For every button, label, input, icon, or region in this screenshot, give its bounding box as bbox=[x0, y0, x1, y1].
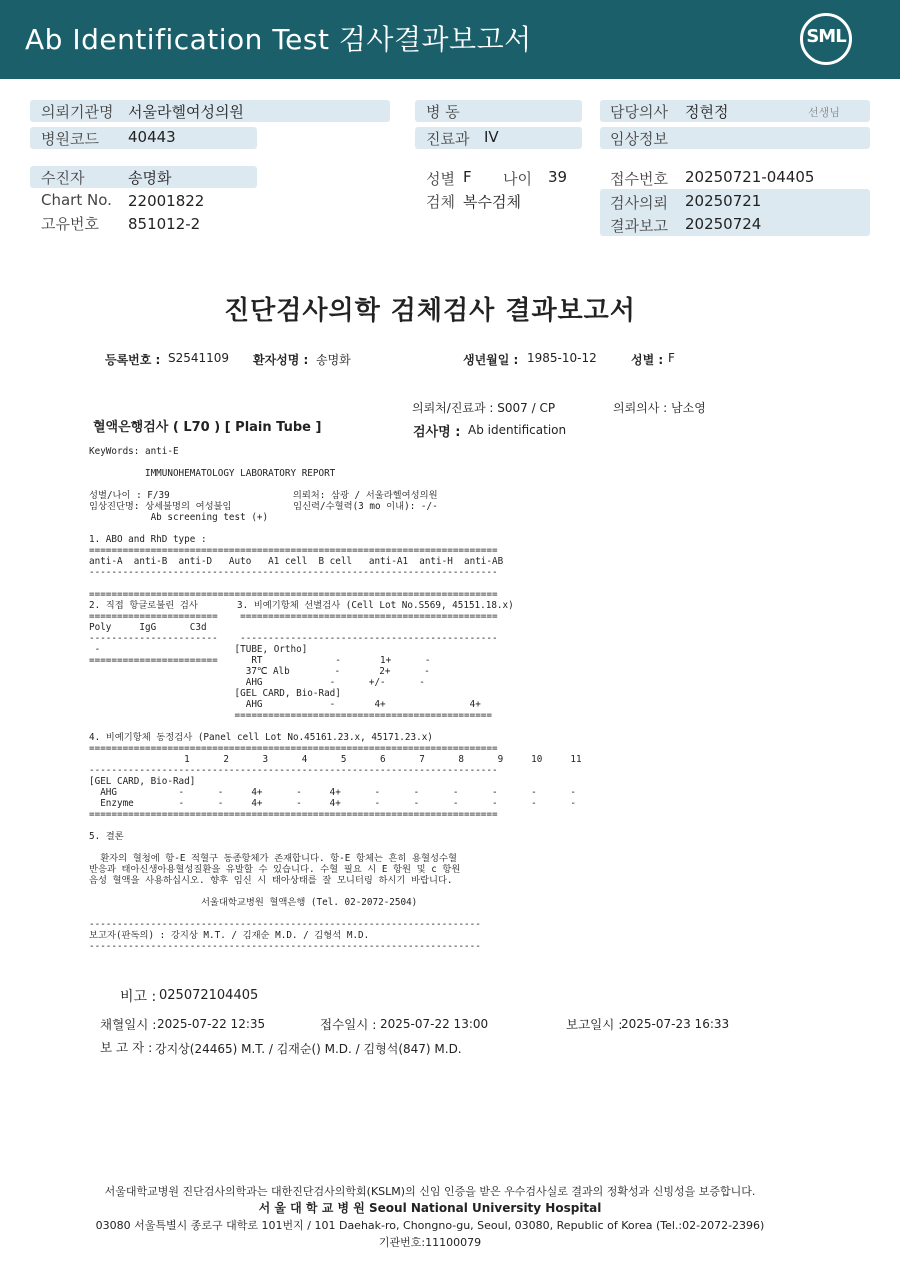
req-inst-value: 서울라헬여성의원 bbox=[128, 103, 244, 121]
reporter-value: 강지상(24465) M.T. / 김재순() M.D. / 김형석(847) M.D. bbox=[155, 1042, 462, 1056]
name-label: 환자성명 : bbox=[253, 353, 309, 367]
report-line: ========================================================================= bbox=[89, 743, 498, 754]
report-line: 4. 비예기항체 동정검사 (Panel cell Lot No.45161.23.x, 45171.23.x) bbox=[89, 732, 433, 743]
reporter-label: 보 고 자 : bbox=[100, 1040, 153, 1055]
reported-label: 보고일시 : bbox=[566, 1017, 623, 1032]
footer-inst-no: 기관번호:11100079 bbox=[378, 1236, 482, 1249]
collect-label: 채혈일시 : bbox=[100, 1017, 157, 1032]
sex-value-2: F bbox=[668, 351, 675, 365]
report-line: AHG - 4+ 4+ bbox=[89, 699, 481, 710]
report-value: 20250724 bbox=[685, 215, 762, 233]
specimen-value: 복수검체 bbox=[463, 193, 521, 211]
req-dept: 의뢰처/진료과 : S007 / CP bbox=[412, 401, 556, 415]
report-line: - [TUBE, Ortho] bbox=[89, 644, 308, 655]
reg-value: S2541109 bbox=[168, 351, 230, 365]
footer-address: 03080 서울특별시 종로구 대학로 101번지 / 101 Daehak-ro, Chongno-gu, Seoul, 03080, Republic of Korea (Tel.:02-2072-2396) bbox=[95, 1219, 765, 1232]
report-title: 진단검사의학 검체검사 결과보고서 bbox=[224, 296, 636, 326]
patient-value: 송명화 bbox=[128, 169, 172, 187]
report-line: ============================================== bbox=[89, 710, 492, 721]
report-line: [GEL CARD, Bio-Rad] bbox=[89, 688, 341, 699]
uid-label: 고유번호 bbox=[41, 215, 99, 233]
report-line: 37℃ Alb - 2+ - bbox=[89, 666, 430, 677]
keywords: KeyWords: anti-E bbox=[89, 446, 179, 457]
report-line: ----------------------- ---------------------------------------------- bbox=[89, 633, 498, 644]
sml-logo bbox=[800, 13, 852, 65]
report-line: Ab screening test (+) bbox=[89, 512, 269, 523]
dob-label: 생년월일 : bbox=[463, 353, 519, 367]
name-value: 송명화 bbox=[316, 353, 351, 367]
ward-label: 병 동 bbox=[426, 103, 460, 121]
report-line: 환자의 혈청에 항-E 적혈구 동종항체가 존재합니다. 항-E 항체는 흔히 용혈성수혈 bbox=[89, 853, 457, 864]
doctor-label: 담당의사 bbox=[610, 103, 668, 121]
note-label: 비고 : bbox=[120, 989, 157, 1005]
received-value: 2025-07-22 13:00 bbox=[380, 1017, 489, 1031]
report-line: IMMUNOHEMATOLOGY LABORATORY REPORT bbox=[89, 468, 336, 479]
sex-label-2: 성별 : bbox=[631, 353, 664, 367]
report-line: anti-A anti-B anti-D Auto A1 cell B cell anti-A1 anti-H anti-AB bbox=[89, 556, 504, 567]
hosp-code-value: 40443 bbox=[128, 128, 176, 146]
report-line: ========================================================================= bbox=[89, 589, 498, 600]
specimen-label: 검체 bbox=[426, 193, 455, 211]
report-line: 성별/나이 : F/39 의뢰처: 삼광 / 서울라헬여성의원 bbox=[89, 490, 438, 501]
report-line: 반응과 태아신생아용혈성질환을 유발할 수 있습니다. 수혈 필요 시 E 항원 및 c 항원 bbox=[89, 864, 461, 875]
dob-value: 1985-10-12 bbox=[527, 351, 597, 365]
report-line: 서울대학교병원 혈액은행 (Tel. 02-2072-2504) bbox=[89, 897, 418, 908]
request-label: 검사의뢰 bbox=[610, 194, 668, 212]
uid-value: 851012-2 bbox=[128, 215, 201, 233]
report-line: AHG - - 4+ - 4+ - - - - - - bbox=[89, 787, 576, 798]
hosp-code-label: 병원코드 bbox=[41, 130, 99, 148]
report-line: ========================================================================= bbox=[89, 545, 498, 556]
reported-value: 2025-07-23 16:33 bbox=[621, 1017, 730, 1031]
collect-value: 2025-07-22 12:35 bbox=[157, 1017, 266, 1031]
report-line: ------------------------------------------------------------------------- bbox=[89, 765, 498, 776]
report-label: 결과보고 bbox=[610, 217, 668, 235]
report-line: ======================= RT - 1+ - bbox=[89, 655, 431, 666]
age-label: 나이 bbox=[503, 170, 532, 188]
clinical-label: 임상정보 bbox=[610, 130, 668, 148]
report-line: [GEL CARD, Bio-Rad] bbox=[89, 776, 196, 787]
report-line: 보고자(판독의) : 강지상 M.T. / 김재순 M.D. / 김형석 M.D. bbox=[89, 930, 370, 941]
sex-value: F bbox=[463, 168, 472, 186]
report-line: 5. 결론 bbox=[89, 831, 124, 842]
report-line: ======================= ============================================== bbox=[89, 611, 498, 622]
note-value: 025072104405 bbox=[159, 988, 259, 1003]
sex-label: 성별 bbox=[426, 170, 455, 188]
footer-hospital: 서 울 대 학 교 병 원 Seoul National University Hospital bbox=[258, 1201, 602, 1215]
doctor-value: 정현정 bbox=[685, 103, 729, 121]
report-line: ---------------------------------------------------------------------- bbox=[89, 919, 481, 930]
doctor-suffix: 선생님 bbox=[808, 106, 840, 119]
report-line: ========================================================================= bbox=[89, 809, 498, 820]
req-inst-label: 의뢰기관명 bbox=[41, 103, 114, 121]
req-doctor: 의뢰의사 : 남소영 bbox=[613, 401, 706, 415]
logo-text: SML bbox=[806, 26, 846, 47]
report-line: 임상진단명: 상세불명의 여성불임 임신력/수혈력(3 mo 이내): -/- bbox=[89, 501, 438, 512]
patient-label: 수진자 bbox=[41, 169, 85, 187]
report-line: AHG - +/- - bbox=[89, 677, 425, 688]
report-line: Enzyme - - 4+ - 4+ - - - - - - bbox=[89, 798, 576, 809]
report-line: Poly IgG C3d bbox=[89, 622, 246, 633]
chart-value: 22001822 bbox=[128, 192, 205, 210]
request-value: 20250721 bbox=[685, 192, 762, 210]
test-group: 혈액은행검사 ( L70 ) [ Plain Tube ] bbox=[93, 420, 322, 435]
age-value: 39 bbox=[548, 168, 568, 186]
page-title: Ab Identification Test 검사결과보고서 bbox=[25, 23, 532, 56]
test-name-label: 검사명 : bbox=[413, 425, 461, 440]
report-line: 1 2 3 4 5 6 7 8 9 10 11 bbox=[89, 754, 582, 765]
received-label: 접수일시 : bbox=[320, 1017, 377, 1032]
report-line: 음성 혈액을 사용하십시오. 향후 임신 시 태아상태를 잘 모니터링 하시기 바랍니다. bbox=[89, 875, 453, 886]
chart-label: Chart No. bbox=[41, 191, 112, 209]
report-line: 2. 직접 항글로불린 검사 3. 비예기항체 선별검사 (Cell Lot No.S569, 45151.18.x) bbox=[89, 600, 514, 611]
reg-label: 등록번호 : bbox=[105, 353, 161, 367]
footer-cert: 서울대학교병원 진단검사의학과는 대한진단검사의학회(KSLM)의 신임 인증을 받은 우수검사실로 결과의 정확성과 신빙성을 보증합니다. bbox=[104, 1185, 756, 1198]
report-line: ------------------------------------------------------------------------- bbox=[89, 567, 498, 578]
test-name-value: Ab identification bbox=[468, 423, 567, 437]
header-bar bbox=[0, 0, 900, 79]
dept-label: 진료과 bbox=[426, 130, 470, 148]
receipt-label: 접수번호 bbox=[610, 170, 668, 188]
report-line: 1. ABO and RhD type : bbox=[89, 534, 207, 545]
receipt-value: 20250721-04405 bbox=[685, 168, 815, 186]
dept-value: IV bbox=[484, 128, 499, 146]
report-line: ---------------------------------------------------------------------- bbox=[89, 941, 481, 952]
